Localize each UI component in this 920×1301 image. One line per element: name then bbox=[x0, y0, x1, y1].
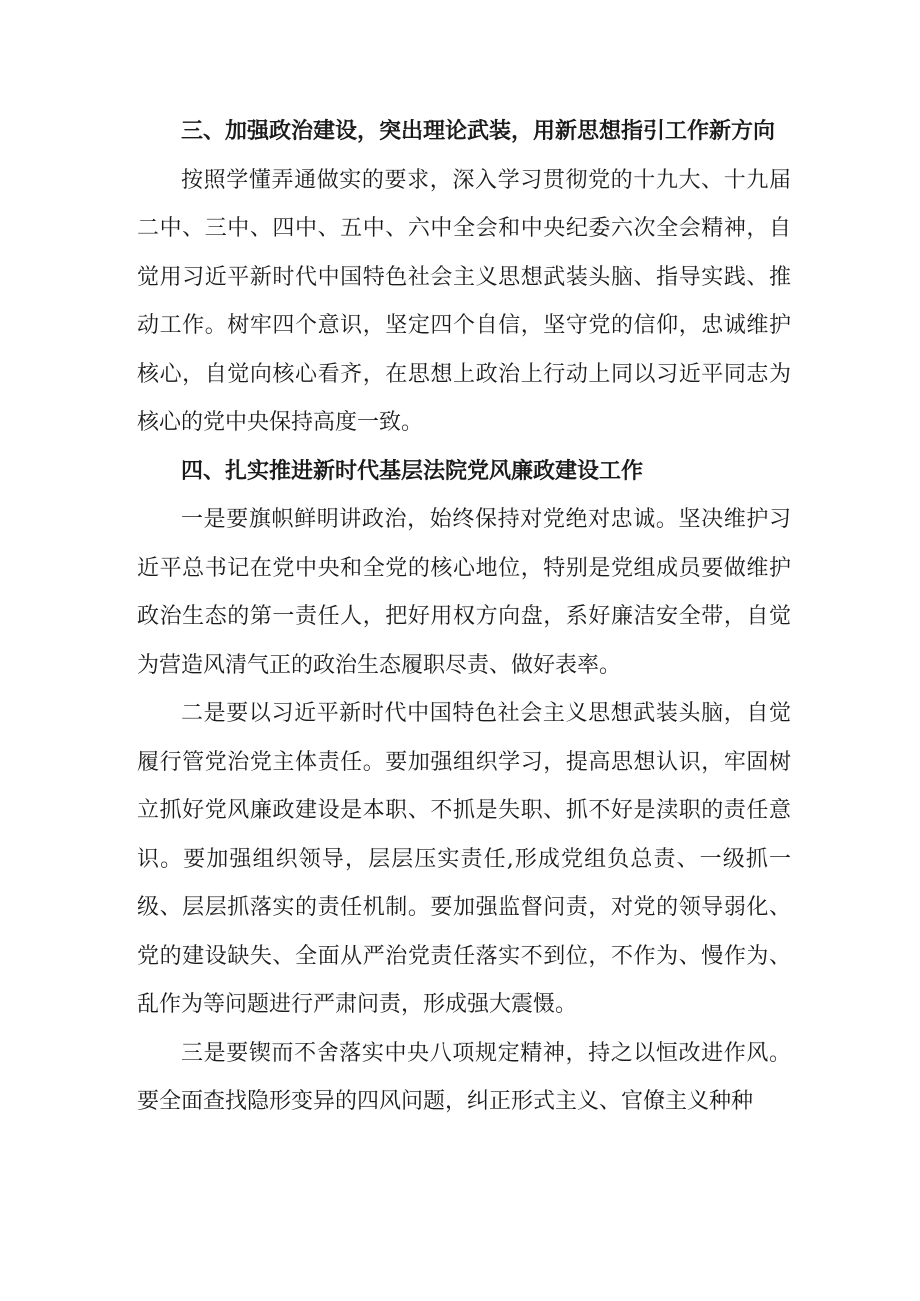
document-body bbox=[137, 108, 791, 1127]
paragraph-eight-rules: 三是要锲而不舍落实中央八项规定精神，持之以恒改进作风。要全面查找隐形变异的四风问题，纠正形式主义、官僚主义种种 bbox=[137, 1040, 791, 1114]
section-heading-three: 三、加强政治建设，突出理论武装，用新思想指引工作新方向 bbox=[181, 119, 776, 144]
paragraph-politics-loyalty: 一是要旗帜鲜明讲政治，始终保持对党绝对忠诚。坚决维护习近平总书记在党中央和全党的核心地位，特别是党组成员要做维护政治生态的第一责任人，把好用权方向盘，系好廉洁安全带，自觉为营造风清气正的政治生态履职尽责、做好表率。 bbox=[137, 507, 791, 678]
section-heading-four: 四、扎实推进新时代基层法院党风廉政建设工作 bbox=[181, 458, 644, 484]
paragraph-responsibility: 二是要以习近平新时代中国特色社会主义思想武装头脑，自觉履行管党治党主体责任。要加强组织学习，提高思想认识，牢固树立抓好党风廉政建设是本职、不抓是失职、抓不好是渎职的责任意识。要加强组织领导，层层压实责任,形成党组负总责、一级抓一级、层层抓落实的责任机制。要加强监督问责，对党的领导弱化、党的建设缺失、全面从严治党责任落实不到位，不作为、慢作为、乱作为等问题进行严肃问责，形成强大震慑。 bbox=[137, 701, 791, 1017]
paragraph-study-theory: 按照学懂弄通做实的要求，深入学习贯彻党的十九大、十九届二中、三中、四中、五中、六中全会和中央纪委六次全会精神，自觉用习近平新时代中国特色社会主义思想武装头脑、指导实践、推动工作。树牢四个意识，坚定四个自信，坚守党的信仰，忠诚维护核心，自觉向核心看齐，在思想上政治上行动上同以习近平同志为核心的党中央保持高度一致。 bbox=[137, 167, 791, 435]
